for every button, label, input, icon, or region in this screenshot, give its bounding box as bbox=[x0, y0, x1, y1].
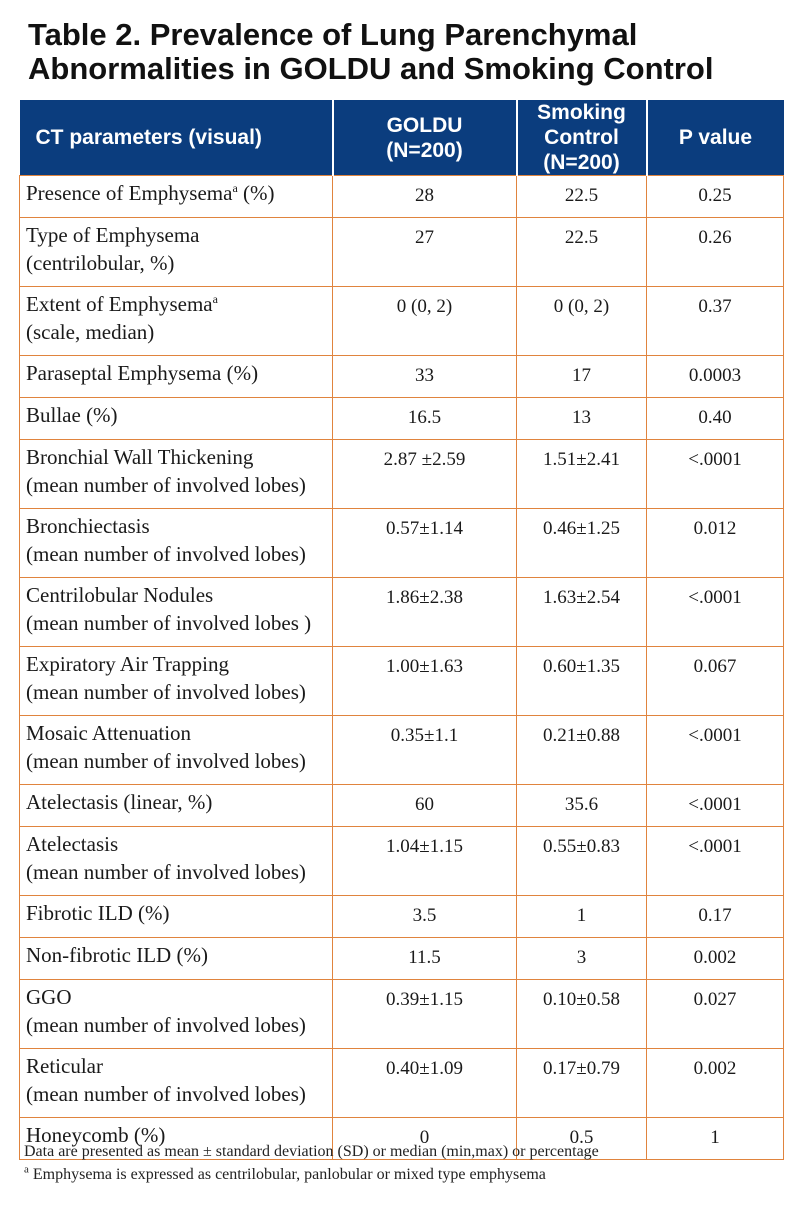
parameter-name: Paraseptal Emphysema (%) bbox=[26, 361, 259, 385]
cell-parameter bbox=[20, 287, 333, 356]
cell-parameter bbox=[20, 1049, 333, 1118]
cell-control: 35.6 bbox=[517, 785, 647, 827]
parameter-name: Extent of Emphysema$^a$ bbox=[26, 292, 218, 316]
cell-control: 0.55±0.83 bbox=[517, 827, 647, 896]
cell-goldu: 11.5 bbox=[333, 938, 517, 980]
cell-p-value: 0.26 bbox=[647, 218, 784, 287]
cell-control: 0.60±1.35 bbox=[517, 647, 647, 716]
cell-control: 22.5 bbox=[517, 176, 647, 218]
parameter-subtitle: (mean number of involved lobes) bbox=[26, 473, 306, 497]
cell-goldu: 0.57±1.14 bbox=[333, 509, 517, 578]
header-ct-parameters: CT parameters (visual) bbox=[20, 100, 333, 176]
footnotes bbox=[24, 1140, 784, 1186]
cell-p-value: 0.067 bbox=[647, 647, 784, 716]
cell-goldu: 3.5 bbox=[333, 896, 517, 938]
cell-goldu: 2.87 ±2.59 bbox=[333, 440, 517, 509]
header-goldu-line1: GOLDU bbox=[386, 113, 463, 137]
cell-goldu: 60 bbox=[333, 785, 517, 827]
table-row bbox=[20, 440, 784, 509]
cell-p-value: 0.0003 bbox=[647, 356, 784, 398]
cell-parameter bbox=[20, 980, 333, 1049]
cell-parameter bbox=[20, 647, 333, 716]
superscript-marker: a bbox=[212, 292, 218, 306]
table-row bbox=[20, 938, 784, 980]
parameter-name: Centrilobular Nodules bbox=[26, 583, 214, 607]
table-row bbox=[20, 785, 784, 827]
cell-goldu: 33 bbox=[333, 356, 517, 398]
cell-parameter bbox=[20, 398, 333, 440]
header-goldu bbox=[333, 100, 517, 176]
superscript-marker: a bbox=[232, 181, 238, 195]
cell-control: 3 bbox=[517, 938, 647, 980]
parameter-subtitle: (centrilobular, %) bbox=[26, 251, 175, 275]
cell-control: 0.17±0.79 bbox=[517, 1049, 647, 1118]
cell-goldu: 16.5 bbox=[333, 398, 517, 440]
data-table bbox=[19, 100, 784, 1160]
parameter-subtitle: (scale, median) bbox=[26, 320, 155, 344]
cell-p-value: 0.17 bbox=[647, 896, 784, 938]
table-row bbox=[20, 578, 784, 647]
cell-goldu: 1.86±2.38 bbox=[333, 578, 517, 647]
header-goldu-line2: (N=200) bbox=[386, 138, 463, 162]
cell-control: 0 (0, 2) bbox=[517, 287, 647, 356]
cell-p-value: 0.027 bbox=[647, 980, 784, 1049]
cell-parameter bbox=[20, 356, 333, 398]
parameter-subtitle: (mean number of involved lobes) bbox=[26, 860, 306, 884]
title-line-1: Table 2. Prevalence of Lung Parenchymal bbox=[28, 17, 638, 52]
parameter-name: Fibrotic ILD (%) bbox=[26, 901, 170, 925]
cell-goldu: 28 bbox=[333, 176, 517, 218]
cell-p-value: 0.002 bbox=[647, 1049, 784, 1118]
cell-parameter bbox=[20, 440, 333, 509]
table-header bbox=[20, 100, 784, 176]
parameter-subtitle: (mean number of involved lobes) bbox=[26, 1082, 306, 1106]
cell-p-value: <.0001 bbox=[647, 440, 784, 509]
cell-goldu: 27 bbox=[333, 218, 517, 287]
cell-control: 13 bbox=[517, 398, 647, 440]
cell-goldu: 0 (0, 2) bbox=[333, 287, 517, 356]
cell-control: 1.63±2.54 bbox=[517, 578, 647, 647]
table-row bbox=[20, 218, 784, 287]
parameter-name: Expiratory Air Trapping bbox=[26, 652, 229, 676]
parameter-name: Bronchial Wall Thickening bbox=[26, 445, 254, 469]
parameter-name: Presence of Emphysema$^a$ (%) bbox=[26, 181, 275, 205]
parameter-name: Honeycomb (%) bbox=[26, 1123, 166, 1147]
parameter-name: Atelectasis (linear, %) bbox=[26, 790, 213, 814]
cell-parameter bbox=[20, 578, 333, 647]
cell-goldu: 0.40±1.09 bbox=[333, 1049, 517, 1118]
parameter-name: Mosaic Attenuation bbox=[26, 721, 192, 745]
cell-goldu: 1.00±1.63 bbox=[333, 647, 517, 716]
footnote-marker: a bbox=[24, 1163, 29, 1176]
footnote-emphysema-text: Emphysema is expressed as centrilobular, panlobular or mixed type emphysema bbox=[28, 1166, 546, 1183]
cell-control: 17 bbox=[517, 356, 647, 398]
cell-parameter bbox=[20, 218, 333, 287]
cell-goldu: 0 bbox=[333, 1118, 517, 1160]
cell-p-value: 0.002 bbox=[647, 938, 784, 980]
cell-parameter bbox=[20, 785, 333, 827]
cell-goldu: 1.04±1.15 bbox=[333, 827, 517, 896]
parameter-subtitle: (mean number of involved lobes ) bbox=[26, 611, 312, 635]
table-row bbox=[20, 647, 784, 716]
cell-control: 1.51±2.41 bbox=[517, 440, 647, 509]
cell-parameter bbox=[20, 938, 333, 980]
cell-p-value: 0.37 bbox=[647, 287, 784, 356]
parameter-name: GGO bbox=[26, 985, 72, 1009]
parameter-subtitle: (mean number of involved lobes) bbox=[26, 749, 306, 773]
cell-p-value: 1 bbox=[647, 1118, 784, 1160]
parameter-name: Non-fibrotic ILD (%) bbox=[26, 943, 208, 967]
cell-parameter bbox=[20, 827, 333, 896]
cell-control: 0.10±0.58 bbox=[517, 980, 647, 1049]
cell-parameter bbox=[20, 509, 333, 578]
cell-p-value: 0.40 bbox=[647, 398, 784, 440]
cell-parameter bbox=[20, 896, 333, 938]
cell-parameter bbox=[20, 716, 333, 785]
cell-parameter bbox=[20, 176, 333, 218]
parameter-subtitle: (mean number of involved lobes) bbox=[26, 1013, 306, 1037]
cell-control: 0.46±1.25 bbox=[517, 509, 647, 578]
title-line-2: Abnormalities in GOLDU and Smoking Control bbox=[28, 51, 714, 86]
footnote-emphysema bbox=[24, 1163, 784, 1186]
header-control-line1: Smoking bbox=[537, 101, 626, 124]
table-row bbox=[20, 398, 784, 440]
parameter-subtitle: (mean number of involved lobes) bbox=[26, 680, 306, 704]
cell-control: 1 bbox=[517, 896, 647, 938]
cell-control: 0.5 bbox=[517, 1118, 647, 1160]
data-table-container bbox=[19, 100, 783, 1160]
table-row bbox=[20, 1049, 784, 1118]
table-body bbox=[20, 176, 784, 1160]
cell-p-value: 0.012 bbox=[647, 509, 784, 578]
header-p-value: P value bbox=[647, 100, 784, 176]
table-row bbox=[20, 896, 784, 938]
cell-p-value: 0.25 bbox=[647, 176, 784, 218]
cell-goldu: 0.39±1.15 bbox=[333, 980, 517, 1049]
parameter-subtitle: (mean number of involved lobes) bbox=[26, 542, 306, 566]
footnote-data-presentation: Data are presented as mean ± standard deviation (SD) or median (min,max) or percentage bbox=[24, 1143, 599, 1160]
cell-p-value: <.0001 bbox=[647, 827, 784, 896]
table-row bbox=[20, 356, 784, 398]
parameter-name: Bullae (%) bbox=[26, 403, 118, 427]
cell-control: 0.21±0.88 bbox=[517, 716, 647, 785]
cell-control: 22.5 bbox=[517, 218, 647, 287]
cell-p-value: <.0001 bbox=[647, 716, 784, 785]
table-title bbox=[28, 18, 788, 86]
header-control-line2: Control (N=200) bbox=[543, 126, 620, 174]
table-row bbox=[20, 827, 784, 896]
cell-p-value: <.0001 bbox=[647, 785, 784, 827]
table-row bbox=[20, 176, 784, 218]
cell-p-value: <.0001 bbox=[647, 578, 784, 647]
cell-goldu: 0.35±1.1 bbox=[333, 716, 517, 785]
parameter-name: Type of Emphysema bbox=[26, 223, 200, 247]
parameter-name: Reticular bbox=[26, 1054, 103, 1078]
table-row bbox=[20, 509, 784, 578]
table-row bbox=[20, 980, 784, 1049]
table-row bbox=[20, 716, 784, 785]
table-row bbox=[20, 287, 784, 356]
parameter-name: Bronchiectasis bbox=[26, 514, 150, 538]
header-smoking-control bbox=[517, 100, 647, 176]
parameter-name: Atelectasis bbox=[26, 832, 119, 856]
